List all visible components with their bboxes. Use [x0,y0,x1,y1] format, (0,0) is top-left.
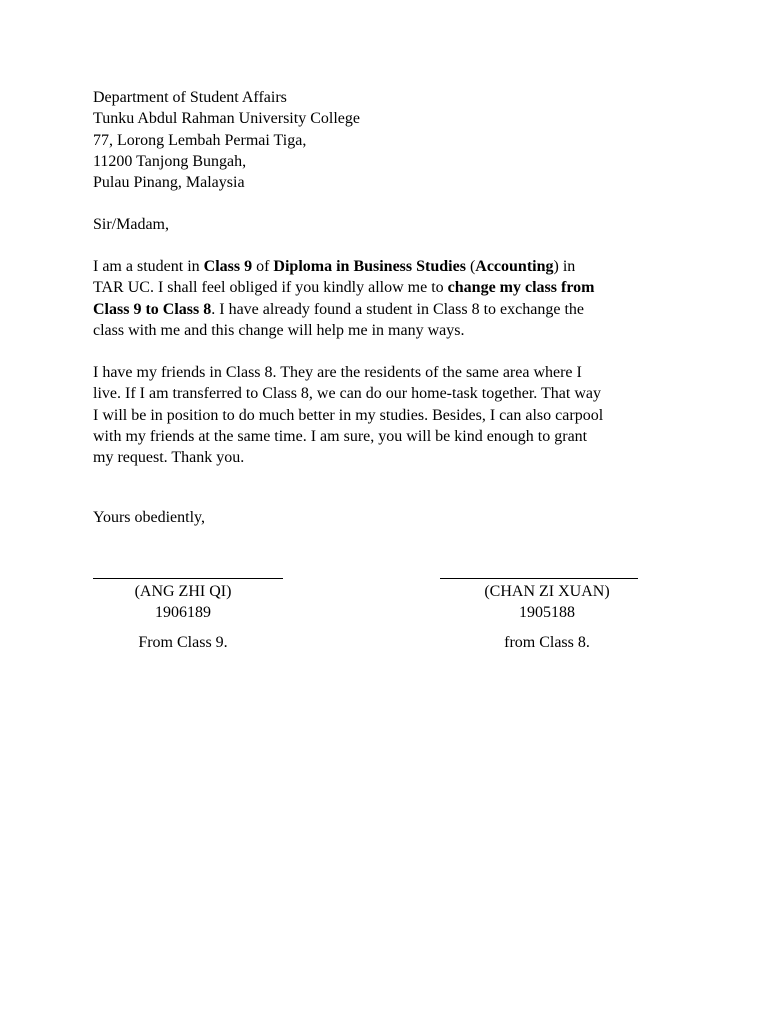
address-line: 77, Lorong Lembah Permai Tiga, [93,131,307,149]
paragraph-line: I have my friends in Class 8. They are the residents of the same area where I [93,364,582,381]
bold-text-run: Class 9 to Class 8 [93,300,212,318]
bold-text-run: Diploma in Business Studies [273,258,466,275]
bold-text-run: Accounting [475,258,554,275]
signatory-class: From Class 9. [138,634,228,651]
text-run: ) in [553,258,576,275]
paragraph-line: class with me and this change will help me in many ways. [93,321,465,339]
signatory-id: 1906189 [155,604,211,622]
text-run: . I have already found a student in Class 8 to exchange the [211,300,585,318]
body-paragraph-2 [93,362,673,468]
text-run: I am a student in [93,258,204,275]
body-paragraph-1 [93,256,673,341]
paragraph-line: live. If I am transferred to Class 8, we can do our home-task together. That way [93,385,601,403]
address-line: Pulau Pinang, Malaysia [93,174,245,192]
paragraph-line [93,277,673,298]
signatory-name: (ANG ZHI QI) [134,583,232,600]
bold-text-run: Class 9 [203,258,253,275]
signatory-id: 1905188 [519,604,575,622]
text-run: TAR UC. I shall feel obliged if you kindly allow me to [93,279,448,297]
address-line: Department of Student Affairs [93,89,287,106]
signatory-name: (CHAN ZI XUAN) [484,583,610,600]
paragraph-line: my request. Thank you. [93,449,245,467]
text-run: of [252,258,274,275]
signature-line-right [440,578,638,579]
signatory-class: from Class 8. [504,634,590,651]
paragraph-line [93,299,673,320]
signature-line-left [93,578,283,579]
paragraph-line: I will be in position to do much better in my studies. Besides, I can also carpool [93,406,604,424]
paragraph-line [93,256,673,277]
recipient-address [93,87,360,193]
bold-text-run: change my class from [447,279,595,297]
signatory-left [93,581,273,624]
address-line: Tunku Abdul Rahman University College [93,110,360,128]
text-run: ( [465,258,476,275]
closing: Yours obediently, [93,509,206,526]
address-line: 11200 Tanjong Bungah, [93,152,247,170]
signatory-right [457,581,637,624]
paragraph-line: with my friends at the same time. I am sure, you will be kind enough to grant [93,427,588,445]
salutation: Sir/Madam, [93,216,169,233]
